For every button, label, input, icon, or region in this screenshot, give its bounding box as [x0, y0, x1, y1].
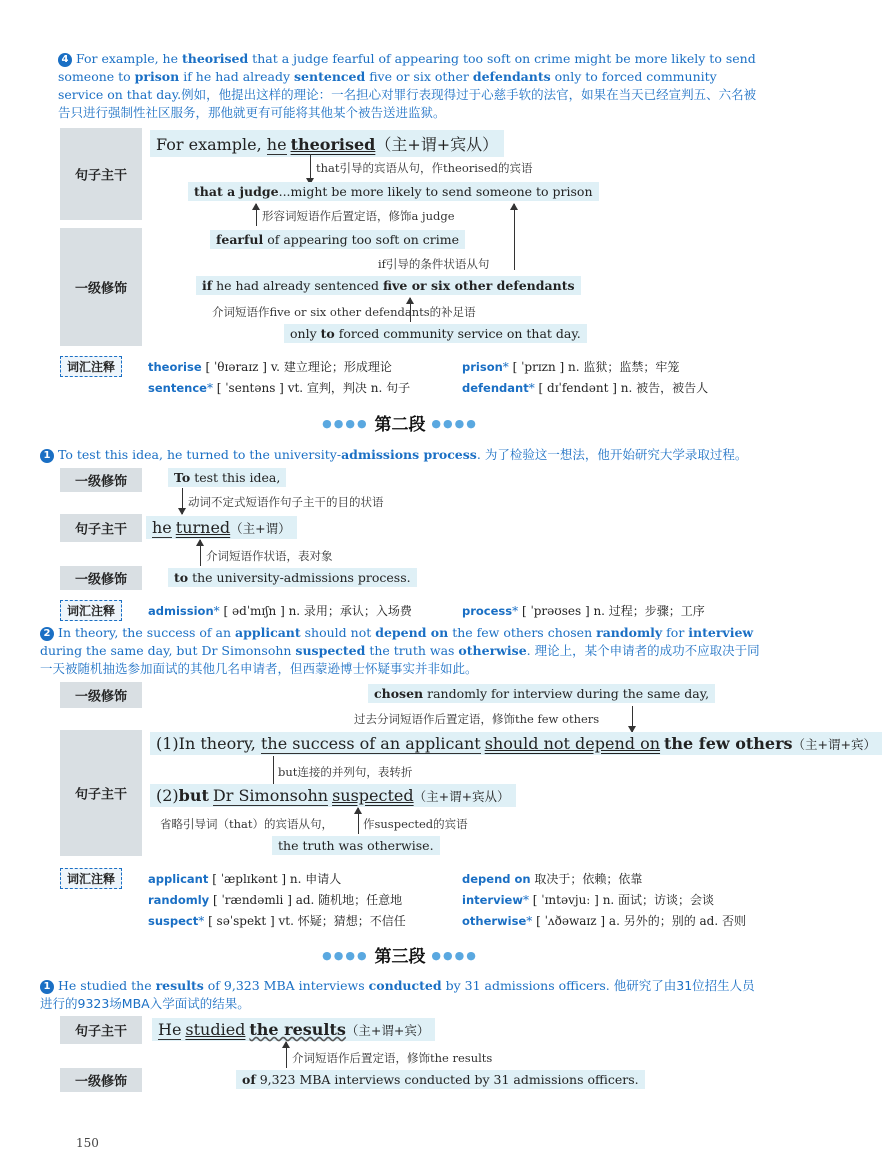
sentence-number: 1: [40, 449, 54, 463]
sentence-number: 1: [40, 980, 54, 994]
connector-line: [273, 756, 274, 784]
label-modifier: 一级修饰: [60, 1068, 142, 1092]
annotation-note: 过去分词短语作后置定语，修饰the few others: [354, 712, 600, 726]
vocab-item: prison* [ ˈprɪzn ] n. 监狱；监禁；牢笼: [462, 360, 680, 374]
annotation-note: 动词不定式短语作句子主干的目的状语: [188, 495, 384, 509]
main-clause: For example, he theorised（主+谓+宾从）: [150, 130, 504, 157]
vocab-item: depend on 取决于；依赖；依靠: [462, 872, 643, 886]
vocab-item: theorise [ ˈθɪəraɪz ] v. 建立理论；形成理论: [148, 360, 392, 374]
infinitive-phrase: To test this idea,: [168, 468, 286, 487]
annotation-note: 省略引导词（that）的宾语从句，: [160, 817, 334, 831]
vocab-item: suspect* [ səˈspekt ] vt. 怀疑；猜想；不信任: [148, 914, 406, 928]
arrow-up: [514, 204, 515, 270]
annotation-note: 介词短语作后置定语，修饰the results: [292, 1051, 493, 1065]
sentence-1: 1 To test this idea, he turned to the university-admissions process. 为了检验这一想法，他开始研究大学录取过程。: [40, 446, 760, 464]
vocab-item: applicant [ ˈæplɪkənt ] n. 申请人: [148, 872, 342, 886]
main-clause: he turned（主+谓）: [146, 516, 297, 539]
arrow-down: [632, 706, 633, 732]
section-title-2: ●●●● 第二段 ●●●●: [322, 415, 478, 435]
arrow-up: [286, 1042, 287, 1068]
label-main-clause: 句子主干: [60, 1016, 142, 1044]
participle-phrase: chosen randomly for interview during the same day,: [368, 684, 715, 703]
vocab-item: defendant* [ dɪˈfendənt ] n. 被告，被告人: [462, 381, 709, 395]
chinese-translation: 为了检验这一想法，他开始研究大学录取过程。: [484, 447, 748, 462]
vocab-item: otherwise* [ ˈʌðəwaɪz ] a. 另外的；别的 ad. 否则: [462, 914, 746, 928]
annotation-note: 形容词短语作后置定语，修饰a judge: [262, 209, 455, 223]
chinese-translation: 理论上，某个申请者的成功不应取决于同一天被随机抽选参加面试的其他几名申请者，但西蒙逊博士怀疑事实并非如此。: [40, 643, 760, 676]
coordinate-clause-2: (2)but Dr Simonsohn suspected（主+谓+宾从）: [150, 784, 516, 807]
label-main-clause: 句子主干: [60, 128, 142, 220]
arrow-down: [310, 154, 311, 184]
that-clause: that a judge...might be more likely to send someone to prison: [188, 182, 599, 201]
label-modifier: 一级修饰: [60, 682, 142, 708]
arrow-down: [182, 488, 183, 514]
coordinate-clause-1: (1)In theory, the success of an applicant should not depend on the few others（主+谓+宾）: [150, 732, 882, 755]
annotation-note: 作suspected的宾语: [363, 817, 468, 831]
annotation-note: but连接的并列句，表转折: [278, 765, 413, 779]
vocab-tag: 词汇注释: [60, 868, 122, 889]
arrow-up: [256, 204, 257, 226]
main-clause: He studied the results（主+谓+宾）: [152, 1018, 435, 1041]
label-main-clause: 句子主干: [60, 730, 142, 856]
annotation-note: if引导的条件状语从句: [378, 257, 490, 271]
arrow-up: [200, 540, 201, 566]
vocab-item: randomly [ ˈrændəmli ] ad. 随机地；任意地: [148, 893, 403, 907]
sentence-2: 2 In theory, the success of an applicant should not depend on the few others chosen randomly for interview during the same day, but Dr Simonsohn suspected the truth was otherwise. 理论上，某个申请者的成功不应取决于同一天被随机抽选参加面试的其他几名申请者，但西蒙逊博士怀疑事实并非如此。: [40, 625, 760, 676]
only-phrase: only to forced community service on that day.: [284, 324, 587, 343]
prepositional-phrase: to the university-admissions process.: [168, 568, 417, 587]
sentence-1: 1 He studied the results of 9,323 MBA interviews conducted by 31 admissions officers. 他研究了由31位招生人员进行的9323场MBA入学面试的结果。: [40, 978, 755, 1011]
chinese-translation: 他研究了由31位招生人员进行的9323场MBA入学面试的结果。: [40, 978, 755, 1011]
section-title-3: ●●●● 第三段 ●●●●: [322, 947, 478, 967]
label-modifier: 一级修饰: [60, 228, 142, 346]
sentence-4: 4 For example, he theorised that a judge fearful of appearing too soft on crime might be more likely to send someone to prison if he had already sentenced five or six other defendants only to forced community service on that day.例如，他提出这样的理论：一名担心对罪行表现得过于心慈手软的法官，如果在当天已经宣判五、六名被告只进行强制性社区服务，那他就更有可能将其他某个被告送进监狱。: [58, 51, 757, 120]
vocab-tag: 词汇注释: [60, 600, 122, 621]
if-clause: if he had already sentenced five or six other defendants: [196, 276, 581, 295]
vocab-item: sentence* [ ˈsentəns ] vt. 宣判，判决 n. 句子: [148, 381, 411, 395]
annotation-note: 介词短语作状语，表对象: [206, 549, 333, 563]
label-modifier: 一级修饰: [60, 566, 142, 590]
annotation-note: that引导的宾语从句，作theorised的宾语: [316, 161, 533, 175]
annotation-note: 介词短语作five or six other defendants的补足语: [212, 305, 476, 319]
vocab-item: process* [ ˈprəʊses ] n. 过程；步骤；工序: [462, 604, 705, 618]
page-number: 150: [76, 1136, 99, 1150]
vocab-item: interview* [ ˈɪntəvjuː ] n. 面试；访谈；会谈: [462, 893, 715, 907]
vocab-item: admission* [ ədˈmɪʃn ] n. 录用；承认；入场费: [148, 604, 412, 618]
sentence-number: 4: [58, 53, 72, 67]
arrow-up: [358, 808, 359, 834]
vocab-tag: 词汇注释: [60, 356, 122, 377]
adjective-phrase: fearful of appearing too soft on crime: [210, 230, 465, 249]
label-main-clause: 句子主干: [60, 514, 142, 542]
sentence-number: 2: [40, 627, 54, 641]
chinese-translation: 例如，他提出这样的理论：一名担心对罪行表现得过于心慈手软的法官，如果在当天已经宣判五、六名被告只进行强制性社区服务，那他就更有可能将其他某个被告送进监狱。: [58, 87, 757, 120]
label-modifier: 一级修饰: [60, 468, 142, 492]
prepositional-phrase: of 9,323 MBA interviews conducted by 31 admissions officers.: [236, 1070, 645, 1089]
object-clause: the truth was otherwise.: [272, 836, 440, 855]
